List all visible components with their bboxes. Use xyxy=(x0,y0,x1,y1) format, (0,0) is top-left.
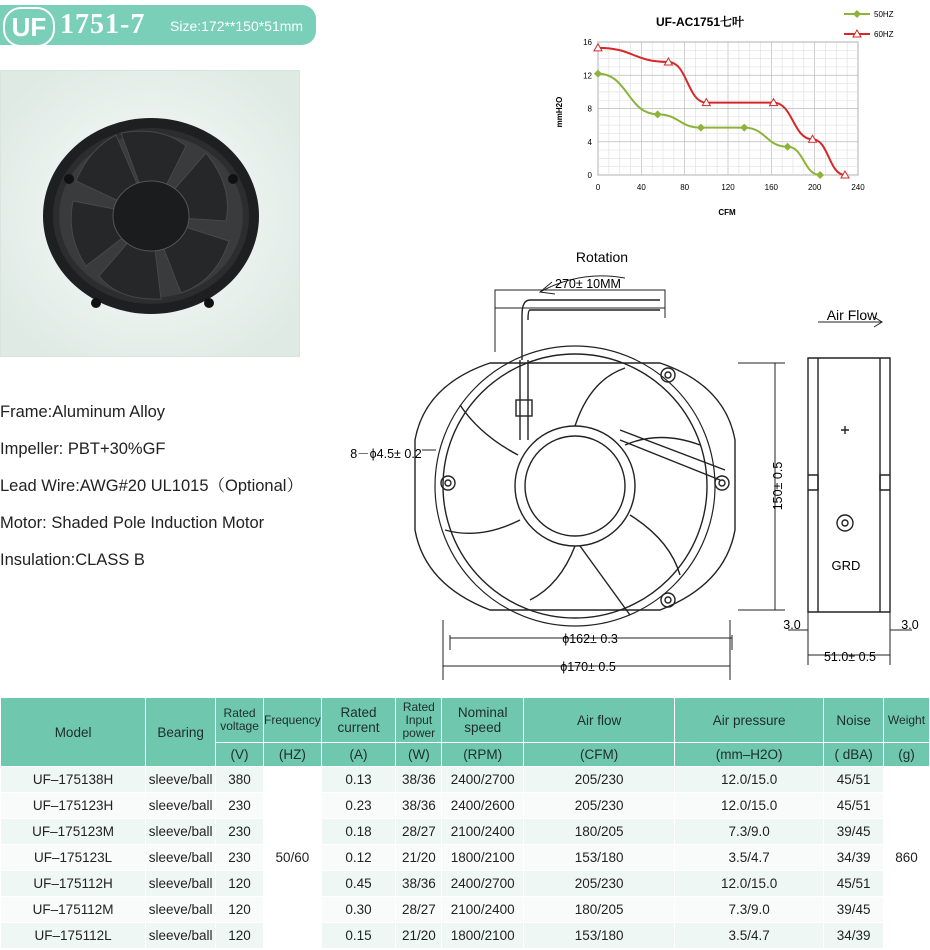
cell-noise: 34/39 xyxy=(824,923,884,949)
cell-noise: 34/39 xyxy=(824,845,884,871)
cell-current: 0.30 xyxy=(321,897,396,923)
cell-voltage: 230 xyxy=(216,793,264,819)
cell-power: 38/36 xyxy=(396,871,442,897)
table-row xyxy=(1,767,930,793)
cell-model: UF–175112H xyxy=(1,871,146,897)
th-power: Rated Input power xyxy=(396,698,442,743)
th-speed: Nominal speed xyxy=(442,698,524,743)
cell-noise: 45/51 xyxy=(824,793,884,819)
table-row xyxy=(1,923,930,949)
th-weight-unit: (g) xyxy=(884,743,930,767)
table-row xyxy=(1,793,930,819)
outer-dia-label: ϕ170± 0.5 xyxy=(560,660,616,674)
cell-noise: 39/45 xyxy=(824,897,884,923)
fan-photo-icon xyxy=(1,71,299,356)
cell-power: 28/27 xyxy=(396,819,442,845)
th-noise-unit: ( dBA) xyxy=(824,743,884,767)
cell-power: 28/27 xyxy=(396,897,442,923)
cell-frequency: 50/60 xyxy=(264,767,322,949)
cell-weight: 860 xyxy=(884,767,930,949)
th-weight: Weight xyxy=(884,698,930,743)
flange-right-label: 3.0 xyxy=(901,618,919,632)
cell-pressure: 3.5/4.7 xyxy=(675,845,824,871)
spec-list xyxy=(0,398,303,583)
chart-ytick-label: 16 xyxy=(583,38,592,47)
flange-left-label: 3.0 xyxy=(783,618,801,632)
grd-label: GRD xyxy=(831,558,861,573)
cell-airflow: 153/180 xyxy=(524,845,675,871)
cell-airflow: 180/205 xyxy=(524,897,675,923)
cell-pressure: 12.0/15.0 xyxy=(675,793,824,819)
cell-voltage: 380 xyxy=(216,767,264,793)
cell-pressure: 12.0/15.0 xyxy=(675,871,824,897)
cell-bearing: sleeve/ball xyxy=(146,923,216,949)
cell-airflow: 153/180 xyxy=(524,923,675,949)
th-current: Rated current xyxy=(321,698,396,743)
cell-speed: 1800/2100 xyxy=(442,923,524,949)
rotation-label: Rotation xyxy=(575,249,629,265)
cell-model: UF–175138H xyxy=(1,767,146,793)
cell-power: 38/36 xyxy=(396,793,442,819)
cell-power: 21/20 xyxy=(396,845,442,871)
chart-title: UF-AC1751七叶 xyxy=(655,15,745,29)
drawing-svg xyxy=(330,240,930,690)
cell-pressure: 3.5/4.7 xyxy=(675,923,824,949)
cell-bearing: sleeve/ball xyxy=(146,845,216,871)
cell-pressure: 12.0/15.0 xyxy=(675,767,824,793)
cell-bearing: sleeve/ball xyxy=(146,819,216,845)
cell-bearing: sleeve/ball xyxy=(146,871,216,897)
cell-bearing: sleeve/ball xyxy=(146,897,216,923)
cell-model: UF–175123H xyxy=(1,793,146,819)
spec-impeller: Impeller: PBT+30%GF xyxy=(0,440,166,458)
chart-xlabel: CFM xyxy=(718,208,736,217)
th-bearing: Bearing xyxy=(146,698,216,767)
cell-current: 0.45 xyxy=(321,871,396,897)
table-row xyxy=(1,871,930,897)
cell-speed: 2400/2600 xyxy=(442,793,524,819)
cell-noise: 39/45 xyxy=(824,819,884,845)
lead-length-label: 270± 10MM xyxy=(555,277,621,291)
dimension-drawing xyxy=(330,240,930,690)
cell-model: UF–175112L xyxy=(1,923,146,949)
cell-current: 0.18 xyxy=(321,819,396,845)
th-speed-unit: (RPM) xyxy=(442,743,524,767)
spec-insulation: Insulation:CLASS B xyxy=(0,551,145,569)
cell-bearing: sleeve/ball xyxy=(146,793,216,819)
brand-logo: UF xyxy=(3,7,55,47)
cell-model: UF–175123L xyxy=(1,845,146,871)
cell-airflow: 205/230 xyxy=(524,767,675,793)
th-current-unit: (A) xyxy=(321,743,396,767)
th-voltage-unit: (V) xyxy=(216,743,264,767)
chart-legend xyxy=(844,10,894,39)
cell-bearing: sleeve/ball xyxy=(146,767,216,793)
table-row xyxy=(1,897,930,923)
cell-model: UF–175123M xyxy=(1,819,146,845)
cell-voltage: 230 xyxy=(216,845,264,871)
cell-speed: 2400/2700 xyxy=(442,871,524,897)
th-airflow-unit: (CFM) xyxy=(524,743,675,767)
height-label: 150± 0.5 xyxy=(771,461,785,511)
cell-current: 0.15 xyxy=(321,923,396,949)
th-pressure-unit: (mm–H2O) xyxy=(675,743,824,767)
spec-motor: Motor: Shaded Pole Induction Motor xyxy=(0,514,265,532)
legend-50hz: 50HZ xyxy=(874,10,894,19)
chart-xtick-label: 80 xyxy=(680,183,690,192)
cell-speed: 1800/2100 xyxy=(442,845,524,871)
cell-current: 0.23 xyxy=(321,793,396,819)
cell-current: 0.13 xyxy=(321,767,396,793)
spec-lead-wire: Lead Wire:AWG#20 UL1015（Optional） xyxy=(0,477,303,495)
cell-voltage: 120 xyxy=(216,923,264,949)
th-voltage: Rated voltage xyxy=(216,698,264,743)
cell-airflow: 205/230 xyxy=(524,871,675,897)
chart-xtick-label: 200 xyxy=(807,183,822,192)
chart-xtick-label: 0 xyxy=(595,183,601,192)
cell-airflow: 180/205 xyxy=(524,819,675,845)
chart-ytick-label: 8 xyxy=(587,104,592,114)
cell-voltage: 230 xyxy=(216,819,264,845)
chart-ytick-label: 4 xyxy=(587,137,592,147)
chart-xtick-label: 240 xyxy=(851,183,865,192)
spec-table xyxy=(0,697,930,949)
inner-dia-label: ϕ162± 0.3 xyxy=(562,632,618,646)
cell-voltage: 120 xyxy=(216,897,264,923)
depth-label: 51.0± 0.5 xyxy=(823,650,877,664)
cell-voltage: 120 xyxy=(216,871,264,897)
cell-speed: 2400/2700 xyxy=(442,767,524,793)
chart-xtick-label: 40 xyxy=(636,183,646,192)
cell-pressure: 7.3/9.0 xyxy=(675,897,824,923)
product-photo xyxy=(0,70,300,357)
cell-speed: 2100/2400 xyxy=(442,897,524,923)
holes-label: 8－ϕ4.5± 0.2 xyxy=(350,447,422,461)
table-row xyxy=(1,819,930,845)
header-banner xyxy=(0,5,316,45)
chart-xtick-label: 120 xyxy=(721,183,735,192)
cell-current: 0.12 xyxy=(321,845,396,871)
chart-ytick-label: 12 xyxy=(583,71,592,81)
cell-pressure: 7.3/9.0 xyxy=(675,819,824,845)
cell-noise: 45/51 xyxy=(824,871,884,897)
cell-noise: 45/51 xyxy=(824,767,884,793)
airflow-label: Air Flow xyxy=(826,307,878,323)
th-noise: Noise xyxy=(824,698,884,743)
cell-power: 21/20 xyxy=(396,923,442,949)
chart-ylabel: mmH2O xyxy=(555,96,564,128)
chart-ytick-label: 0 xyxy=(587,171,592,180)
th-frequency: Frequency xyxy=(264,698,322,743)
table-row xyxy=(1,845,930,871)
legend-60hz: 60HZ xyxy=(874,30,894,39)
cell-speed: 2100/2400 xyxy=(442,819,524,845)
chart-xtick-label: 160 xyxy=(764,183,779,192)
th-frequency-unit: (HZ) xyxy=(264,743,322,767)
th-power-unit: (W) xyxy=(396,743,442,767)
th-airflow: Air flow xyxy=(524,698,675,743)
performance-chart xyxy=(540,0,930,220)
cell-power: 38/36 xyxy=(396,767,442,793)
cell-airflow: 205/230 xyxy=(524,793,675,819)
th-model: Model xyxy=(1,698,146,767)
th-pressure: Air pressure xyxy=(675,698,824,743)
chart-svg xyxy=(540,0,930,220)
cell-model: UF–175112M xyxy=(1,897,146,923)
spec-frame: Frame:Aluminum Alloy xyxy=(0,403,166,421)
model-title: 1751-7 xyxy=(60,9,146,40)
size-label: Size:172**150*51mm xyxy=(170,18,304,34)
